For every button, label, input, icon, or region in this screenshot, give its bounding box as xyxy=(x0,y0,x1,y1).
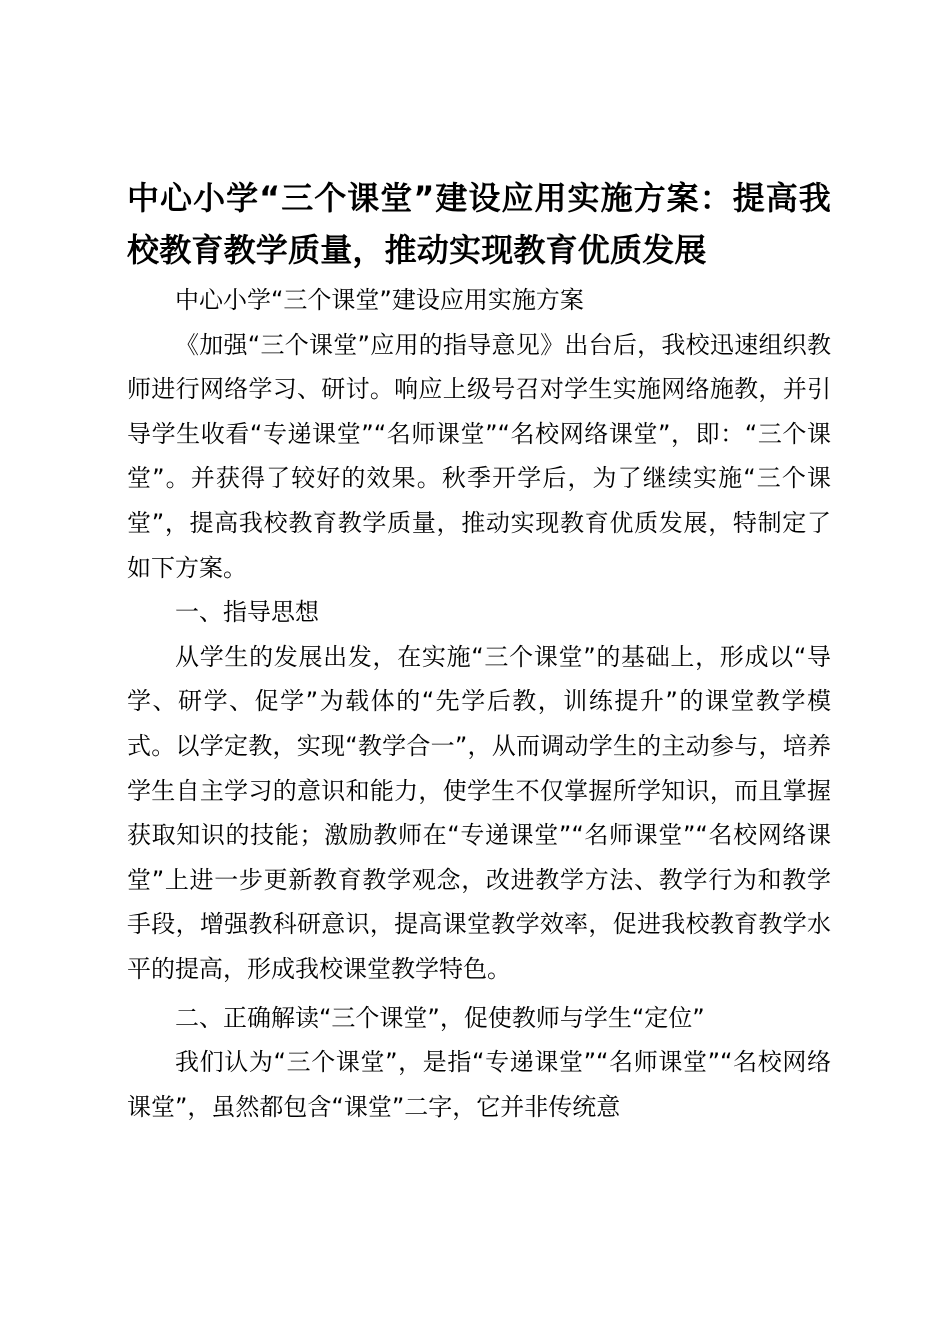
document-subtitle: 中心小学“三个课堂”建设应用实施方案 xyxy=(175,286,584,314)
intro-paragraph: 《加强“三个课堂”应用的指导意见》出台后，我校迅速组织教师进行网络学习、研讨。响应上级号召对学生实施网络施教，并引导学生收看“专递课堂”“名师课堂”“名校网络课堂”，即：“三个课堂”。并获得了较好的效果。秋季开学后，为了继续实施“三个课堂”，提高我校教育教学质量，推动实现教育优质发展，特制定了如下方案。 xyxy=(127,330,831,582)
section-body-interpretation: 我们认为“三个课堂”，是指“专递课堂”“名师课堂”“名校网络课堂”，虽然都包含“课堂”二字，它并非传统意 xyxy=(127,1048,831,1121)
document-page xyxy=(127,172,831,1129)
document-title: 中心小学“三个课堂”建设应用实施方案：提高我校教育教学质量，推动实现教育优质发展 xyxy=(127,179,831,269)
section-heading-interpretation: 二、正确解读“三个课堂”，促使教师与学生“定位” xyxy=(175,1003,705,1032)
section-heading-guiding-ideology: 一、指导思想 xyxy=(175,598,319,627)
section-body-guiding-ideology: 从学生的发展出发，在实施“三个课堂”的基础上，形成以“导学、研学、促学”为载体的“先学后教，训练提升”的课堂教学模式。以学定教，实现“教学合一”，从而调动学生的主动参与，培养学生自主学习的意识和能力，使学生不仅掌握所学知识，而且掌握获取知识的技能；激励教师在“专递课堂”“名师课堂”“名校网络课堂”上进一步更新教育教学观念，改进教学方法、教学行为和教学手段，增强教科研意识，提高课堂教学效率，促进我校教育教学水平的提高，形成我校课堂教学特色。 xyxy=(127,642,831,983)
